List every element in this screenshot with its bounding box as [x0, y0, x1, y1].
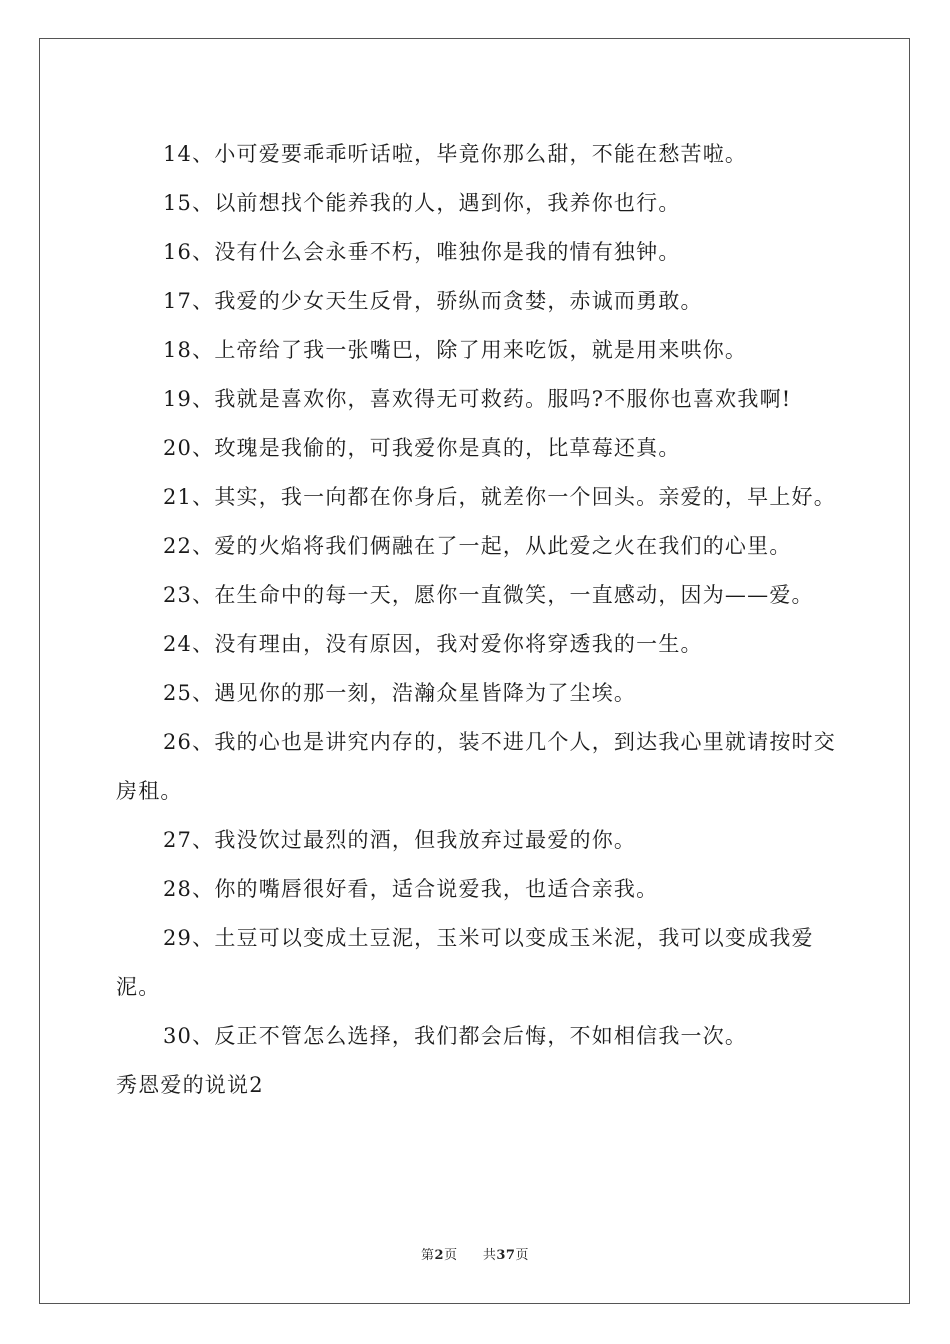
total-pages: 37: [496, 1248, 516, 1263]
paragraph-21: 21、其实，我一向都在你身后，就差你一个回头。亲爱的，早上好。: [163, 485, 836, 509]
paragraph-19: 19、我就是喜欢你，喜欢得无可救药。服吗?不服你也喜欢我啊!: [163, 387, 792, 411]
page-prefix: 第: [421, 1248, 435, 1263]
page-suffix: 页: [444, 1248, 458, 1263]
paragraph-25: 25、遇见你的那一刻，浩瀚众星皆降为了尘埃。: [163, 681, 637, 705]
total-suffix: 页: [515, 1248, 529, 1263]
section-heading: 秀恩爱的说说2: [116, 1073, 264, 1097]
paragraph-28: 28、你的嘴唇很好看，适合说爱我，也适合亲我。: [163, 877, 659, 901]
paragraph-18: 18、上帝给了我一张嘴巴，除了用来吃饭，就是用来哄你。: [163, 338, 748, 362]
paragraph-14: 14、小可爱要乖乖听话啦，毕竟你那么甜，不能在愁苦啦。: [163, 142, 748, 166]
paragraph-20: 20、玫瑰是我偷的，可我爱你是真的，比草莓还真。: [163, 436, 681, 460]
paragraph-23: 23、在生命中的每一天，愿你一直微笑，一直感动，因为——爱。: [163, 583, 814, 607]
paragraph-30: 30、反正不管怎么选择，我们都会后悔，不如相信我一次。: [163, 1024, 748, 1048]
paragraph-17: 17、我爱的少女天生反骨，骄纵而贪婪，赤诚而勇敢。: [163, 289, 703, 313]
paragraph-22: 22、爱的火焰将我们俩融在了一起，从此爱之火在我们的心里。: [163, 534, 792, 558]
total-prefix: 共: [482, 1248, 497, 1263]
paragraph-24: 24、没有理由，没有原因，我对爱你将穿透我的一生。: [163, 632, 703, 656]
paragraph-16: 16、没有什么会永垂不朽，唯独你是我的情有独钟。: [163, 240, 681, 264]
paragraph-29: 29、土豆可以变成土豆泥，玉米可以变成玉米泥，我可以变成我爱泥。: [116, 926, 814, 999]
paragraph-27: 27、我没饮过最烈的酒，但我放弃过最爱的你。: [163, 828, 637, 852]
paragraph-26: 26、我的心也是讲究内存的，装不进几个人，到达我心里就请按时交房租。: [116, 730, 836, 803]
document-body: [116, 130, 846, 1110]
paragraph-15: 15、以前想找个能养我的人，遇到你，我养你也行。: [163, 191, 681, 215]
page-number: 2: [434, 1248, 445, 1263]
page-footer: [0, 1244, 950, 1263]
